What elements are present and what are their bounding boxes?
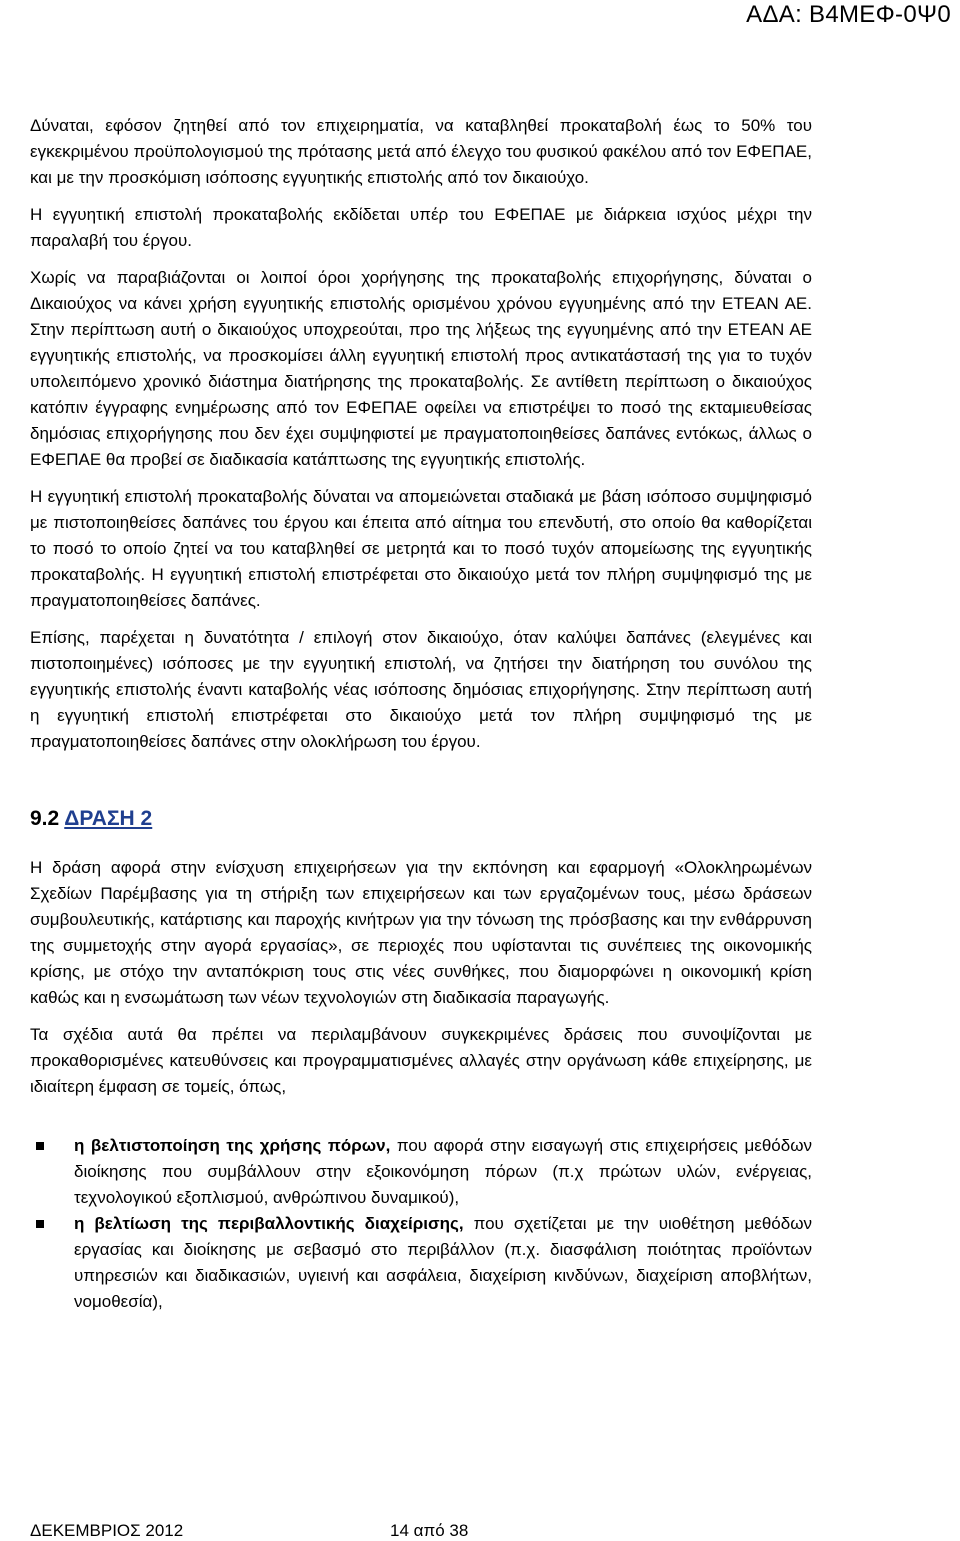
section-number: 9.2	[30, 807, 65, 830]
paragraph-action-description: Η δράση αφορά στην ενίσχυση επιχειρήσεων για την εκπόνηση και εφαρμογή «Ολοκληρωμένων Σχεδίων Παρέμβασης για τη στήριξη των επιχειρήσεων και των εργαζομένων τους, μέσω δράσεων συμβουλευτικής, κατάρτισης και παροχής κινήτρων για την τόνωση της πρόσβασης και την ενθάρρυνση της συμμετοχής στην αγορά εργασίας», σε περιοχές που υφίστανται τις συνέπειες της οικονομικής κρίσης, με στόχο την ανταπόκριση τους στις νέες συνθήκες, που διαμορφώνει η οικονομική κρίση καθώς και η ενσωμάτωση των νέων τεχνολογιών στη διαδικασία παραγωγής.	[30, 858, 812, 1007]
list-item-bold: η βελτιστοποίηση της χρήσης πόρων,	[74, 1136, 391, 1155]
list-item-text: που αφορά στην εισαγωγή στις επιχειρήσεις μεθόδων διοίκησης που συμβάλλουν στην εξοικονόμηση πόρων (π.χ πρώτων υλών, ενέργειας, τεχνολογικού εξοπλισμού, ανθρώπινου δυναμικού),	[74, 1136, 812, 1207]
square-bullet-icon	[36, 1220, 44, 1228]
document-body	[30, 113, 812, 1315]
paragraph-guarantee-retention: Επίσης, παρέχεται η δυνατότητα / επιλογή στον δικαιούχο, όταν καλύψει δαπάνες (ελεγμένες και πιστοποιημένες) ισόποσες με την εγγυητική επιστολή, να ζητήσει την διατήρηση του συνόλου της εγγυητικής επιστολής έναντι καταβολής νέας ισόποσης δημόσιας επιχορήγησης. Στην περίπτωση αυτή η εγγυητική επιστολή επιστρέφεται στο δικαιούχο μετά τον πλήρη συμψηφισμό της με πραγματοποιηθείσες δαπάνες στην ολοκλήρωση του έργου.	[30, 628, 812, 751]
list-item	[30, 1133, 812, 1211]
paragraph-guarantee-reduction: Η εγγυητική επιστολή προκαταβολής δύναται να απομειώνεται σταδιακά με βάση ισόποσο συμψηφισμό με πιστοποιηθείσες δαπάνες του έργου και έπειτα από αίτημα του επενδυτή, στο οποίο θα καθορίζεται το ποσό το οποίο ζητεί να του καταβληθεί σε μετρητά και το ποσό τυχόν απομείωσης της εγγυητικής προκαταβολής. Η εγγυητική επιστολή επιστρέφεται στο δικαιούχο μετά τον πλήρη συμψηφισμό της με πραγματοποιηθείσες δαπάνες.	[30, 487, 812, 610]
list-item-text: που σχετίζεται με την υιοθέτηση μεθόδων εργασίας και διοίκησης με σεβασμό στο περιβάλλον (π.χ. διασφάλιση ποιότητας προϊόντων υπηρεσιών και διαδικασιών, υγιεινή και ασφάλεια, διαχείριση κινδύνων, διαχείριση αποβλήτων, νομοθεσία),	[74, 1214, 812, 1311]
document-code: ΑΔΑ: Β4ΜΕΦ-0Ψ0	[746, 1, 951, 28]
square-bullet-icon	[36, 1142, 44, 1150]
paragraph-guarantee-duration: Η εγγυητική επιστολή προκαταβολής εκδίδεται υπέρ του ΕΦΕΠΑΕ με διάρκεια ισχύος μέχρι την παραλαβή του έργου.	[30, 205, 812, 250]
footer-date: ΔΕΚΕΜΒΡΙΟΣ 2012	[30, 1521, 184, 1540]
section-title: ΔΡΑΣΗ 2	[64, 807, 153, 830]
bullet-list	[30, 1133, 812, 1315]
list-item	[30, 1211, 812, 1315]
paragraph-plans-content: Τα σχέδια αυτά θα πρέπει να περιλαμβάνουν συγκεκριμένες δράσεις που συνοψίζονται με προκαθορισμένες κατευθύνσεις και προγραμματισμένες αλλαγές στην οργάνωση κάθε επιχείρησης, με ιδιαίτερη έμφαση σε τομείς, όπως,	[30, 1025, 812, 1096]
section-heading	[30, 804, 812, 834]
paragraph-etean-guarantee: Χωρίς να παραβιάζονται οι λοιποί όροι χορήγησης της προκαταβολής επιχορήγησης, δύναται ο Δικαιούχος να κάνει χρήση εγγυητικής επιστολής ορισμένου χρόνου εγγυημένης από την ΕΤΕΑΝ ΑΕ. Στην περίπτωση αυτή ο δικαιούχος υποχρεούται, προ της λήξεως της εγγυημένης από την ΕΤΕΑΝ ΑΕ εγγυητικής επιστολής, να προσκομίσει άλλη εγγυητική επιστολή προς αντικατάστασή της για το τυχόν υπολειπόμενο χρονικό διάστημα διατήρησης της προκαταβολής. Σε αντίθετη περίπτωση ο δικαιούχος κατόπιν έγγραφης ενημέρωσης από τον ΕΦΕΠΑΕ οφείλει να επιστρέψει το ποσό της εκταμιευθείσας δημόσιας επιχορήγησης που δεν έχει συμψηφιστεί με πραγματοποιηθείσες δαπάνες εντόκως, άλλως ο ΕΦΕΠΑΕ θα προβεί σε διαδικασία κατάπτωσης της εγγυητικής επιστολής.	[30, 268, 812, 469]
list-item-bold: η βελτίωση της περιβαλλοντικής διαχείρισης,	[74, 1214, 464, 1233]
paragraph-advance-payment: Δύναται, εφόσον ζητηθεί από τον επιχειρηματία, να καταβληθεί προκαταβολή έως το 50% του εγκεκριμένου προϋπολογισμού της πρότασης μετά από έλεγχο του φυσικού φακέλου από τον ΕΦΕΠΑΕ, και με την προσκόμιση ισόποσης εγγυητικής επιστολής από τον δικαιούχο.	[30, 116, 812, 187]
page-number: 14 από 38	[390, 1521, 469, 1540]
